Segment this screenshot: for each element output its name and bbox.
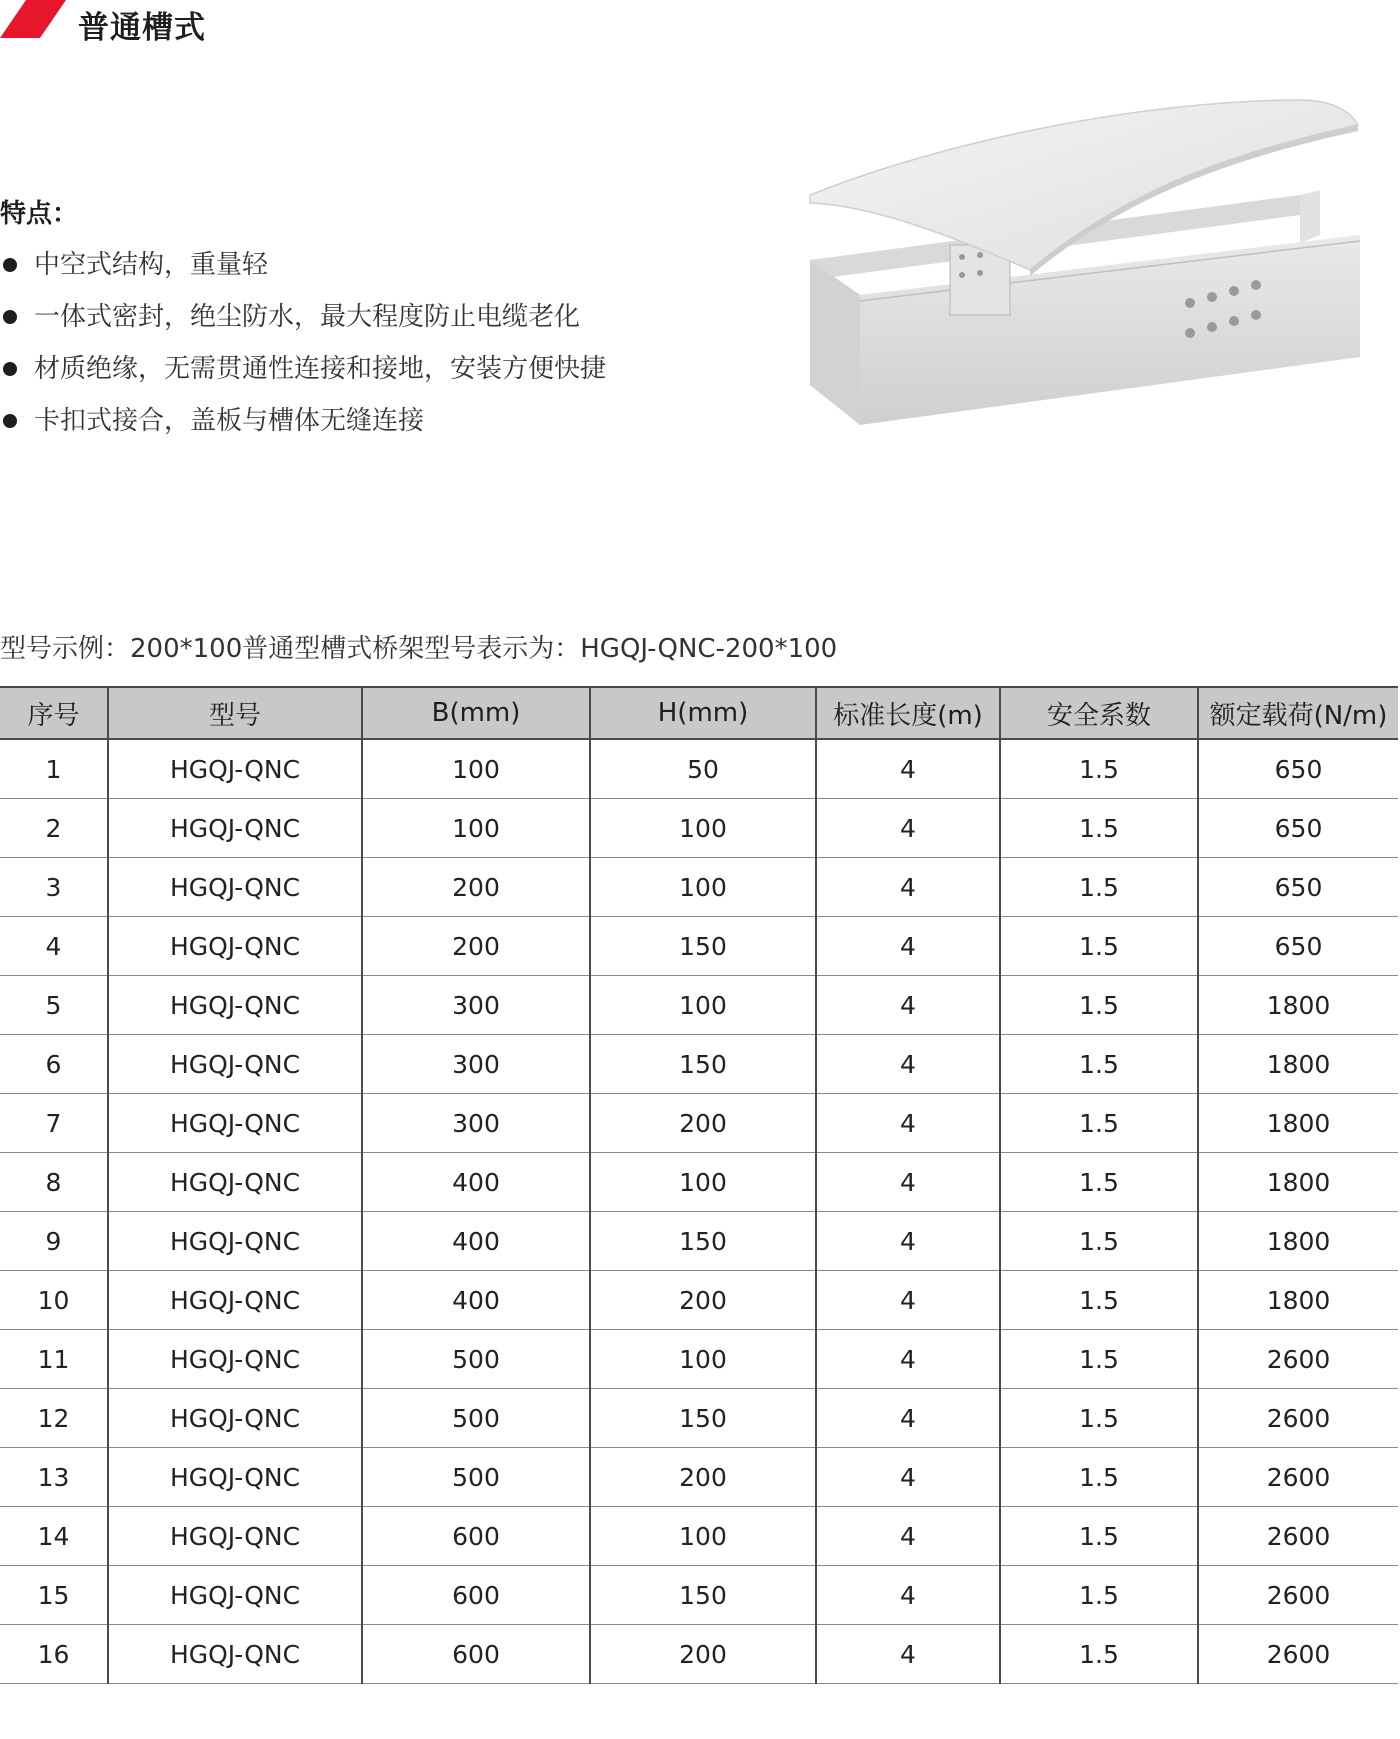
table-cell-index: 15 <box>0 1566 108 1625</box>
table-cell-length: 4 <box>816 1566 1000 1625</box>
table-cell-load: 1800 <box>1198 1212 1398 1271</box>
table-cell-b: 300 <box>362 1035 590 1094</box>
table-cell-safety: 1.5 <box>1000 1271 1198 1330</box>
table-cell-index: 4 <box>0 917 108 976</box>
table-row <box>0 799 1398 858</box>
table-cell-load: 1800 <box>1198 1094 1398 1153</box>
table-cell-h: 100 <box>590 976 816 1035</box>
table-cell-load: 1800 <box>1198 1271 1398 1330</box>
table-cell-h: 100 <box>590 1330 816 1389</box>
table-cell-safety: 1.5 <box>1000 858 1198 917</box>
table-cell-safety: 1.5 <box>1000 1625 1198 1684</box>
table-cell-b: 300 <box>362 976 590 1035</box>
table-cell-index: 12 <box>0 1389 108 1448</box>
table-row <box>0 1566 1398 1625</box>
column-header-index: 序号 <box>0 687 108 739</box>
table-cell-load: 1800 <box>1198 1153 1398 1212</box>
section-title: 普通槽式 <box>78 10 206 46</box>
table-cell-safety: 1.5 <box>1000 1330 1198 1389</box>
table-cell-length: 4 <box>816 739 1000 799</box>
table-cell-safety: 1.5 <box>1000 917 1198 976</box>
table-cell-safety: 1.5 <box>1000 1566 1198 1625</box>
feature-item: 中空式结构，重量轻 <box>0 239 720 291</box>
table-cell-b: 400 <box>362 1212 590 1271</box>
table-cell-load: 2600 <box>1198 1448 1398 1507</box>
table-cell-b: 200 <box>362 858 590 917</box>
table-cell-b: 100 <box>362 739 590 799</box>
table-cell-length: 4 <box>816 976 1000 1035</box>
table-cell-safety: 1.5 <box>1000 1212 1198 1271</box>
table-cell-safety: 1.5 <box>1000 976 1198 1035</box>
table-cell-load: 2600 <box>1198 1625 1398 1684</box>
table-row <box>0 1507 1398 1566</box>
table-cell-h: 150 <box>590 1035 816 1094</box>
feature-item: 材质绝缘，无需贯通性连接和接地，安装方便快捷 <box>0 343 720 395</box>
table-cell-model: HGQJ-QNC <box>108 1094 362 1153</box>
table-cell-safety: 1.5 <box>1000 1094 1198 1153</box>
table-cell-index: 2 <box>0 799 108 858</box>
table-cell-index: 10 <box>0 1271 108 1330</box>
table-cell-index: 6 <box>0 1035 108 1094</box>
table-cell-index: 5 <box>0 976 108 1035</box>
table-cell-length: 4 <box>816 1153 1000 1212</box>
bullet-icon <box>3 362 17 376</box>
table-cell-load: 2600 <box>1198 1389 1398 1448</box>
column-header-length: 标准长度(m) <box>816 687 1000 739</box>
table-cell-b: 200 <box>362 917 590 976</box>
table-cell-load: 2600 <box>1198 1507 1398 1566</box>
table-cell-length: 4 <box>816 858 1000 917</box>
table-cell-h: 100 <box>590 858 816 917</box>
feature-item: 卡扣式接合，盖板与槽体无缝连接 <box>0 395 720 447</box>
table-cell-length: 4 <box>816 1271 1000 1330</box>
table-cell-safety: 1.5 <box>1000 1153 1198 1212</box>
table-cell-h: 150 <box>590 1566 816 1625</box>
table-row <box>0 976 1398 1035</box>
column-header-load: 额定载荷(N/m) <box>1198 687 1398 739</box>
table-cell-h: 200 <box>590 1094 816 1153</box>
model-example-text: 型号示例：200*100普通型槽式桥架型号表示为：HGQJ-QNC-200*100 <box>0 634 838 664</box>
table-cell-h: 100 <box>590 1153 816 1212</box>
table-cell-load: 1800 <box>1198 976 1398 1035</box>
table-cell-b: 400 <box>362 1271 590 1330</box>
table-cell-model: HGQJ-QNC <box>108 1153 362 1212</box>
table-cell-model: HGQJ-QNC <box>108 739 362 799</box>
column-header-h: H(mm) <box>590 687 816 739</box>
column-header-safety: 安全系数 <box>1000 687 1198 739</box>
table-cell-length: 4 <box>816 1212 1000 1271</box>
table-cell-length: 4 <box>816 1330 1000 1389</box>
table-cell-model: HGQJ-QNC <box>108 1330 362 1389</box>
table-cell-model: HGQJ-QNC <box>108 1035 362 1094</box>
table-cell-safety: 1.5 <box>1000 1448 1198 1507</box>
table-cell-b: 600 <box>362 1566 590 1625</box>
section-header <box>0 0 400 50</box>
bullet-icon <box>3 258 17 272</box>
features-list <box>0 239 720 447</box>
features-section <box>0 193 720 447</box>
table-cell-b: 400 <box>362 1153 590 1212</box>
table-cell-index: 9 <box>0 1212 108 1271</box>
table-cell-load: 2600 <box>1198 1566 1398 1625</box>
table-cell-index: 1 <box>0 739 108 799</box>
table-cell-safety: 1.5 <box>1000 739 1198 799</box>
table-cell-b: 600 <box>362 1507 590 1566</box>
table-cell-h: 100 <box>590 799 816 858</box>
table-cell-index: 14 <box>0 1507 108 1566</box>
table-cell-model: HGQJ-QNC <box>108 1212 362 1271</box>
table-row <box>0 1153 1398 1212</box>
table-row <box>0 1035 1398 1094</box>
table-cell-b: 500 <box>362 1389 590 1448</box>
table-cell-model: HGQJ-QNC <box>108 976 362 1035</box>
table-cell-h: 50 <box>590 739 816 799</box>
table-cell-model: HGQJ-QNC <box>108 1271 362 1330</box>
table-cell-h: 100 <box>590 1507 816 1566</box>
table-cell-safety: 1.5 <box>1000 799 1198 858</box>
table-row <box>0 1212 1398 1271</box>
table-body <box>0 739 1398 1684</box>
table-cell-model: HGQJ-QNC <box>108 1625 362 1684</box>
table-row <box>0 917 1398 976</box>
table-row <box>0 858 1398 917</box>
table-cell-load: 2600 <box>1198 1330 1398 1389</box>
table-cell-model: HGQJ-QNC <box>108 1389 362 1448</box>
table-cell-length: 4 <box>816 1625 1000 1684</box>
table-cell-load: 1800 <box>1198 1035 1398 1094</box>
table-row <box>0 1448 1398 1507</box>
table-row <box>0 1625 1398 1684</box>
table-cell-h: 150 <box>590 1389 816 1448</box>
red-slash-icon <box>0 0 70 40</box>
table-cell-index: 13 <box>0 1448 108 1507</box>
table-cell-model: HGQJ-QNC <box>108 1448 362 1507</box>
table-cell-load: 650 <box>1198 917 1398 976</box>
table-cell-h: 200 <box>590 1448 816 1507</box>
table-cell-b: 100 <box>362 799 590 858</box>
table-cell-load: 650 <box>1198 799 1398 858</box>
table-cell-load: 650 <box>1198 858 1398 917</box>
features-heading: 特点： <box>0 199 79 229</box>
table-cell-safety: 1.5 <box>1000 1507 1198 1566</box>
table-cell-b: 500 <box>362 1448 590 1507</box>
spec-table <box>0 686 1398 1684</box>
table-header-row <box>0 687 1398 739</box>
table-row <box>0 1271 1398 1330</box>
column-header-b: B(mm) <box>362 687 590 739</box>
cable-tray-product-image <box>800 95 1360 475</box>
table-cell-index: 7 <box>0 1094 108 1153</box>
table-cell-model: HGQJ-QNC <box>108 1507 362 1566</box>
table-cell-h: 150 <box>590 917 816 976</box>
column-header-model: 型号 <box>108 687 362 739</box>
table-cell-model: HGQJ-QNC <box>108 917 362 976</box>
table-cell-model: HGQJ-QNC <box>108 858 362 917</box>
table-cell-length: 4 <box>816 1448 1000 1507</box>
table-cell-b: 300 <box>362 1094 590 1153</box>
table-cell-h: 200 <box>590 1625 816 1684</box>
table-cell-load: 650 <box>1198 739 1398 799</box>
table-cell-index: 3 <box>0 858 108 917</box>
table-cell-h: 200 <box>590 1271 816 1330</box>
table-cell-index: 8 <box>0 1153 108 1212</box>
table-cell-length: 4 <box>816 1389 1000 1448</box>
table-row <box>0 1094 1398 1153</box>
table-cell-b: 600 <box>362 1625 590 1684</box>
table-cell-b: 500 <box>362 1330 590 1389</box>
table-cell-safety: 1.5 <box>1000 1389 1198 1448</box>
table-row <box>0 1389 1398 1448</box>
table-cell-index: 11 <box>0 1330 108 1389</box>
table-cell-length: 4 <box>816 1094 1000 1153</box>
feature-item: 一体式密封，绝尘防水，最大程度防止电缆老化 <box>0 291 720 343</box>
table-cell-length: 4 <box>816 799 1000 858</box>
table-cell-length: 4 <box>816 1507 1000 1566</box>
bullet-icon <box>3 310 17 324</box>
table-cell-safety: 1.5 <box>1000 1035 1198 1094</box>
table-cell-h: 150 <box>590 1212 816 1271</box>
table-cell-index: 16 <box>0 1625 108 1684</box>
table-cell-model: HGQJ-QNC <box>108 1566 362 1625</box>
table-row <box>0 739 1398 799</box>
table-cell-length: 4 <box>816 1035 1000 1094</box>
table-cell-model: HGQJ-QNC <box>108 799 362 858</box>
table-row <box>0 1330 1398 1389</box>
bullet-icon <box>3 414 17 428</box>
table-cell-length: 4 <box>816 917 1000 976</box>
